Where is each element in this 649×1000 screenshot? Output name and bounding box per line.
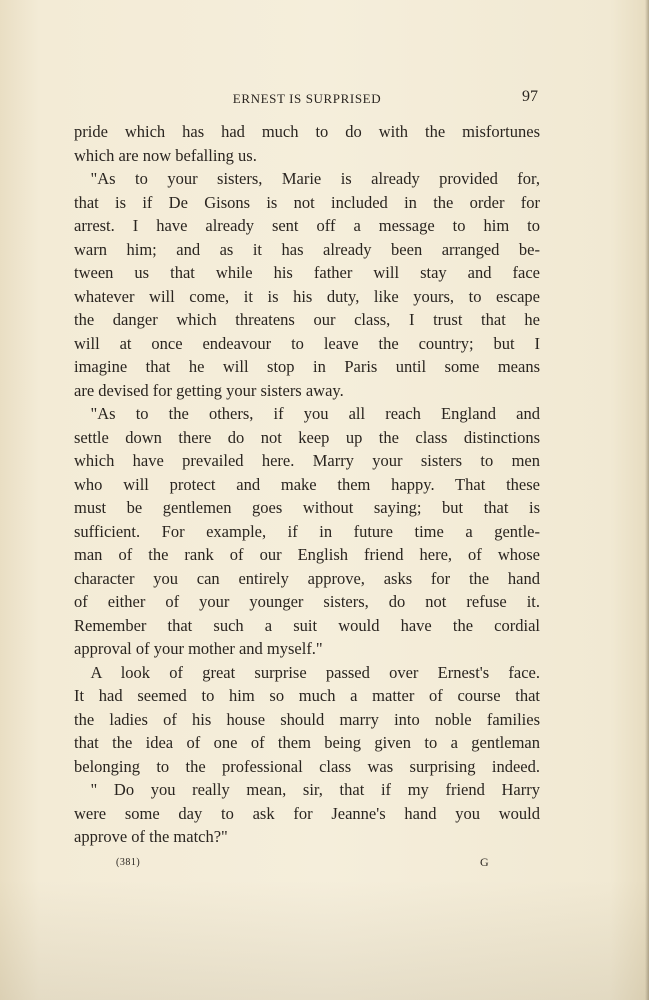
- signature-mark-right: G: [480, 855, 489, 869]
- text-line: arrest. I have already sent off a message to him to: [74, 216, 540, 235]
- running-title: ERNEST IS SURPRISED: [232, 91, 382, 106]
- text-line: A look of great surprise passed over Ernest's face.: [90, 662, 540, 682]
- signature-line: [74, 855, 540, 873]
- text-line: man of the rank of our English friend here, of whose: [74, 545, 540, 564]
- text-line: It had seemed to him so much a matter of course that: [74, 686, 540, 705]
- text-line: of either of your younger sisters, do not refuse it.: [74, 592, 540, 611]
- running-head: [74, 88, 540, 110]
- page-bottom-shade: [0, 880, 649, 1000]
- text-line: must be gentlemen goes without saying; but that is: [74, 498, 540, 517]
- text-line: character you can entirely approve, asks for the hand: [74, 568, 540, 588]
- text-line: that is if De Gisons is not included in the order for: [74, 192, 540, 212]
- text-line: that the idea of one of them being given to a gentleman: [74, 733, 540, 752]
- text-line: the ladies of his house should marry into noble families: [74, 709, 540, 729]
- text-line: settle down there do not keep up the class distinctions: [74, 427, 540, 447]
- text-line: the danger which threatens our class, I trust that he: [74, 310, 540, 329]
- text-line: "As to your sisters, Marie is already provided for,: [90, 169, 540, 188]
- text-line: warn him; and as it has already been arranged be-: [74, 239, 540, 259]
- signature-mark-left: (381): [116, 857, 141, 868]
- page-edge-shadow: [645, 0, 649, 1000]
- page-number: 97: [522, 88, 538, 105]
- text-line: belonging to the professional class was surprising indeed.: [74, 756, 540, 776]
- text-line: whatever will come, it is his duty, like yours, to escape: [74, 286, 540, 306]
- text-line: pride which has had much to do with the misfortunes: [74, 122, 540, 141]
- text-line: tween us that while his father will stay and face: [74, 263, 540, 282]
- text-line: "As to the others, if you all reach England and: [90, 404, 540, 423]
- text-line: were some day to ask for Jeanne's hand you would: [74, 803, 540, 823]
- text-line: will at once endeavour to leave the country; but I: [74, 333, 540, 353]
- body-text: [74, 120, 540, 849]
- text-line: which are now befalling us.: [74, 145, 257, 165]
- text-line: sufficient. For example, if in future time a gentle-: [74, 521, 540, 541]
- text-line: approval of your mother and myself.": [74, 639, 323, 658]
- text-line: approve of the match?": [74, 827, 228, 846]
- text-line: which have prevailed here. Marry your sisters to men: [74, 451, 540, 470]
- text-line: are devised for getting your sisters away.: [74, 380, 344, 400]
- text-line: imagine that he will stop in Paris until some means: [74, 357, 540, 376]
- text-line: who will protect and make them happy. That these: [74, 474, 540, 494]
- text-line: " Do you really mean, sir, that if my friend Harry: [90, 780, 540, 799]
- text-line: Remember that such a suit would have the cordial: [74, 615, 540, 635]
